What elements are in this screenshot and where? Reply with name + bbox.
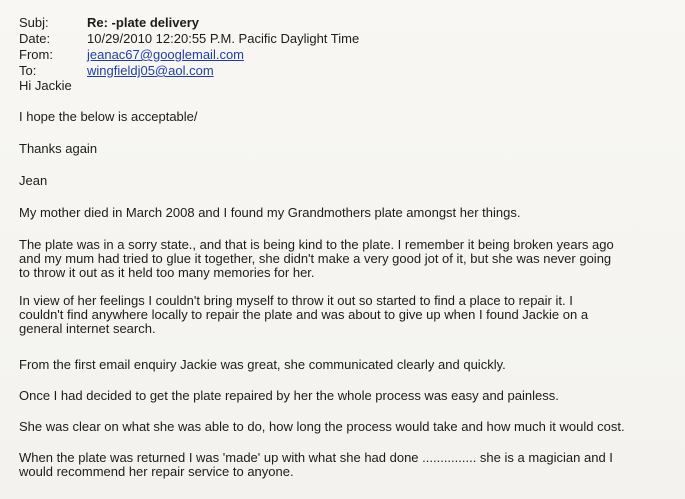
greeting: Hi Jackie [19,78,72,93]
from-email-link[interactable]: jeanac67@googlemail.com [87,47,245,62]
paragraph-5-line-2: and my mum had tried to glue it together, she didn't make a very good jot of it, but she was never going [19,251,612,266]
to-label: To: [19,63,37,78]
paragraph-5 [19,238,679,280]
paragraph-4: My mother died in March 2008 and I found my Grandmothers plate amongst her things. [19,205,521,220]
paragraph-2: Thanks again [19,141,98,156]
to-row [19,64,214,78]
subject-row [19,16,199,30]
paragraph-7: From the first email enquiry Jackie was great, she communicated clearly and quickly. [19,357,506,372]
date-row [19,32,359,46]
paragraph-6-line-1: In view of her feelings I couldn't bring myself to throw it out so started to find a place to repair it. I [19,293,573,308]
paragraph-10 [19,451,679,479]
from-row [19,48,244,62]
to-email-link[interactable]: wingfieldj05@aol.com [87,63,214,78]
paragraph-10-line-2: would recommend her repair service to anyone. [19,464,294,479]
paragraph-5-line-3: to throw it out as it held too many memories for her. [19,265,315,280]
paragraph-6-line-3: general internet search. [19,321,156,336]
subject-value: Re: -plate delivery [87,15,199,30]
paragraph-6 [19,294,679,336]
paragraph-10-line-1: When the plate was returned I was 'made' up with what she had done ............... she is a magician and I [19,450,613,465]
paragraph-6-line-2: couldn't find anywhere locally to repair the plate and was about to give up when I found Jackie on a [19,307,589,322]
paragraph-9: She was clear on what she was able to do, how long the process would take and how much it would cost. [19,419,625,434]
date-label: Date: [19,31,51,46]
paragraph-5-line-1: The plate was in a sorry state., and that is being kind to the plate. I remember it being broken years ago [19,237,614,252]
from-label: From: [19,47,53,62]
date-value: 10/29/2010 12:20:55 P.M. Pacific Daylight Time [87,31,360,46]
paragraph-3: Jean [19,173,48,188]
paragraph-8: Once I had decided to get the plate repaired by her the whole process was easy and painless. [19,388,559,403]
subject-label: Subj: [19,15,49,30]
paragraph-1: I hope the below is acceptable/ [19,109,198,124]
